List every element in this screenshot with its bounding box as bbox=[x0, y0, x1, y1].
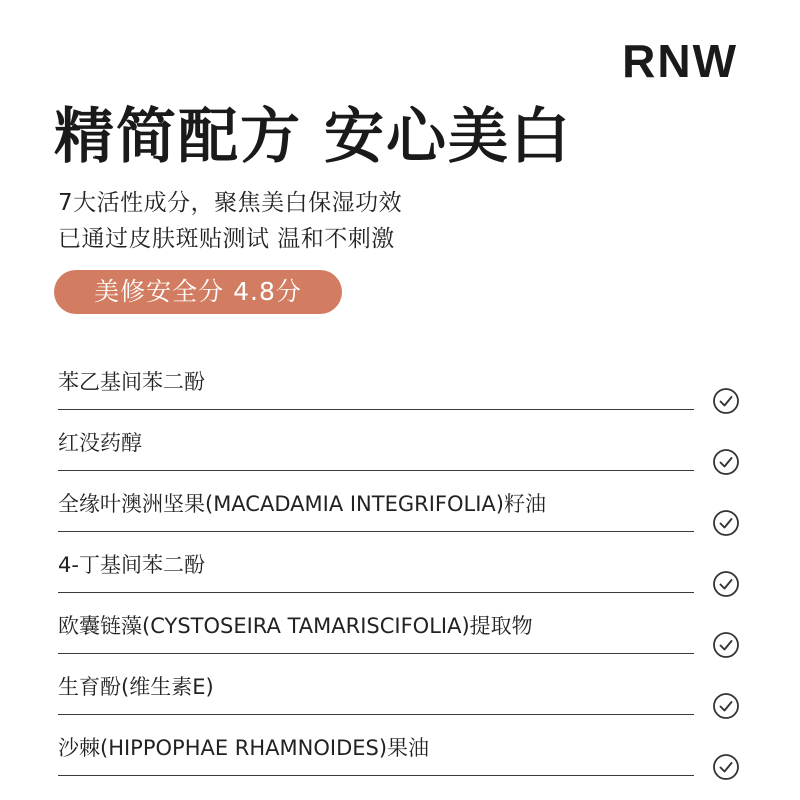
ingredient-item bbox=[58, 482, 758, 543]
ingredient-item bbox=[58, 604, 758, 665]
ingredient-name: 红没药醇 bbox=[58, 431, 142, 455]
ingredient-item bbox=[58, 665, 758, 726]
headline-part-1: 精简配方 bbox=[54, 102, 302, 172]
divider bbox=[58, 775, 694, 776]
ingredient-list bbox=[58, 360, 758, 787]
divider bbox=[58, 653, 694, 654]
check-circle-icon bbox=[712, 631, 740, 659]
check-circle-icon bbox=[712, 448, 740, 476]
headline-part-2: 安心美白 bbox=[324, 102, 572, 172]
ingredient-item bbox=[58, 360, 758, 421]
ingredient-item bbox=[58, 543, 758, 604]
safety-score-badge: 美修安全分 4.8分 bbox=[54, 270, 342, 314]
ingredient-item bbox=[58, 726, 758, 787]
ingredient-name: 全缘叶澳洲坚果(MACADAMIA INTEGRIFOLIA)籽油 bbox=[58, 492, 546, 516]
check-circle-icon bbox=[712, 692, 740, 720]
ingredient-item bbox=[58, 421, 758, 482]
brand-logo: RNW bbox=[622, 35, 738, 87]
check-circle-icon bbox=[712, 509, 740, 537]
divider bbox=[58, 531, 694, 532]
ingredient-name: 生育酚(维生素E) bbox=[58, 675, 214, 699]
ingredient-name: 苯乙基间苯二酚 bbox=[58, 370, 205, 394]
check-circle-icon bbox=[712, 753, 740, 781]
divider bbox=[58, 592, 694, 593]
ingredient-name: 沙棘(HIPPOPHAE RHAMNOIDES)果油 bbox=[58, 736, 430, 760]
headline bbox=[54, 104, 572, 170]
subline-actives: 7大活性成分，聚焦美白保湿功效 bbox=[58, 190, 403, 216]
check-circle-icon bbox=[712, 387, 740, 415]
divider bbox=[58, 470, 694, 471]
divider bbox=[58, 409, 694, 410]
divider bbox=[58, 714, 694, 715]
subline-patch-test: 已通过皮肤斑贴测试 温和不刺激 bbox=[58, 226, 395, 252]
ingredient-name: 4-丁基间苯二酚 bbox=[58, 553, 205, 577]
ingredient-name: 欧囊链藻(CYSTOSEIRA TAMARISCIFOLIA)提取物 bbox=[58, 614, 533, 638]
check-circle-icon bbox=[712, 570, 740, 598]
